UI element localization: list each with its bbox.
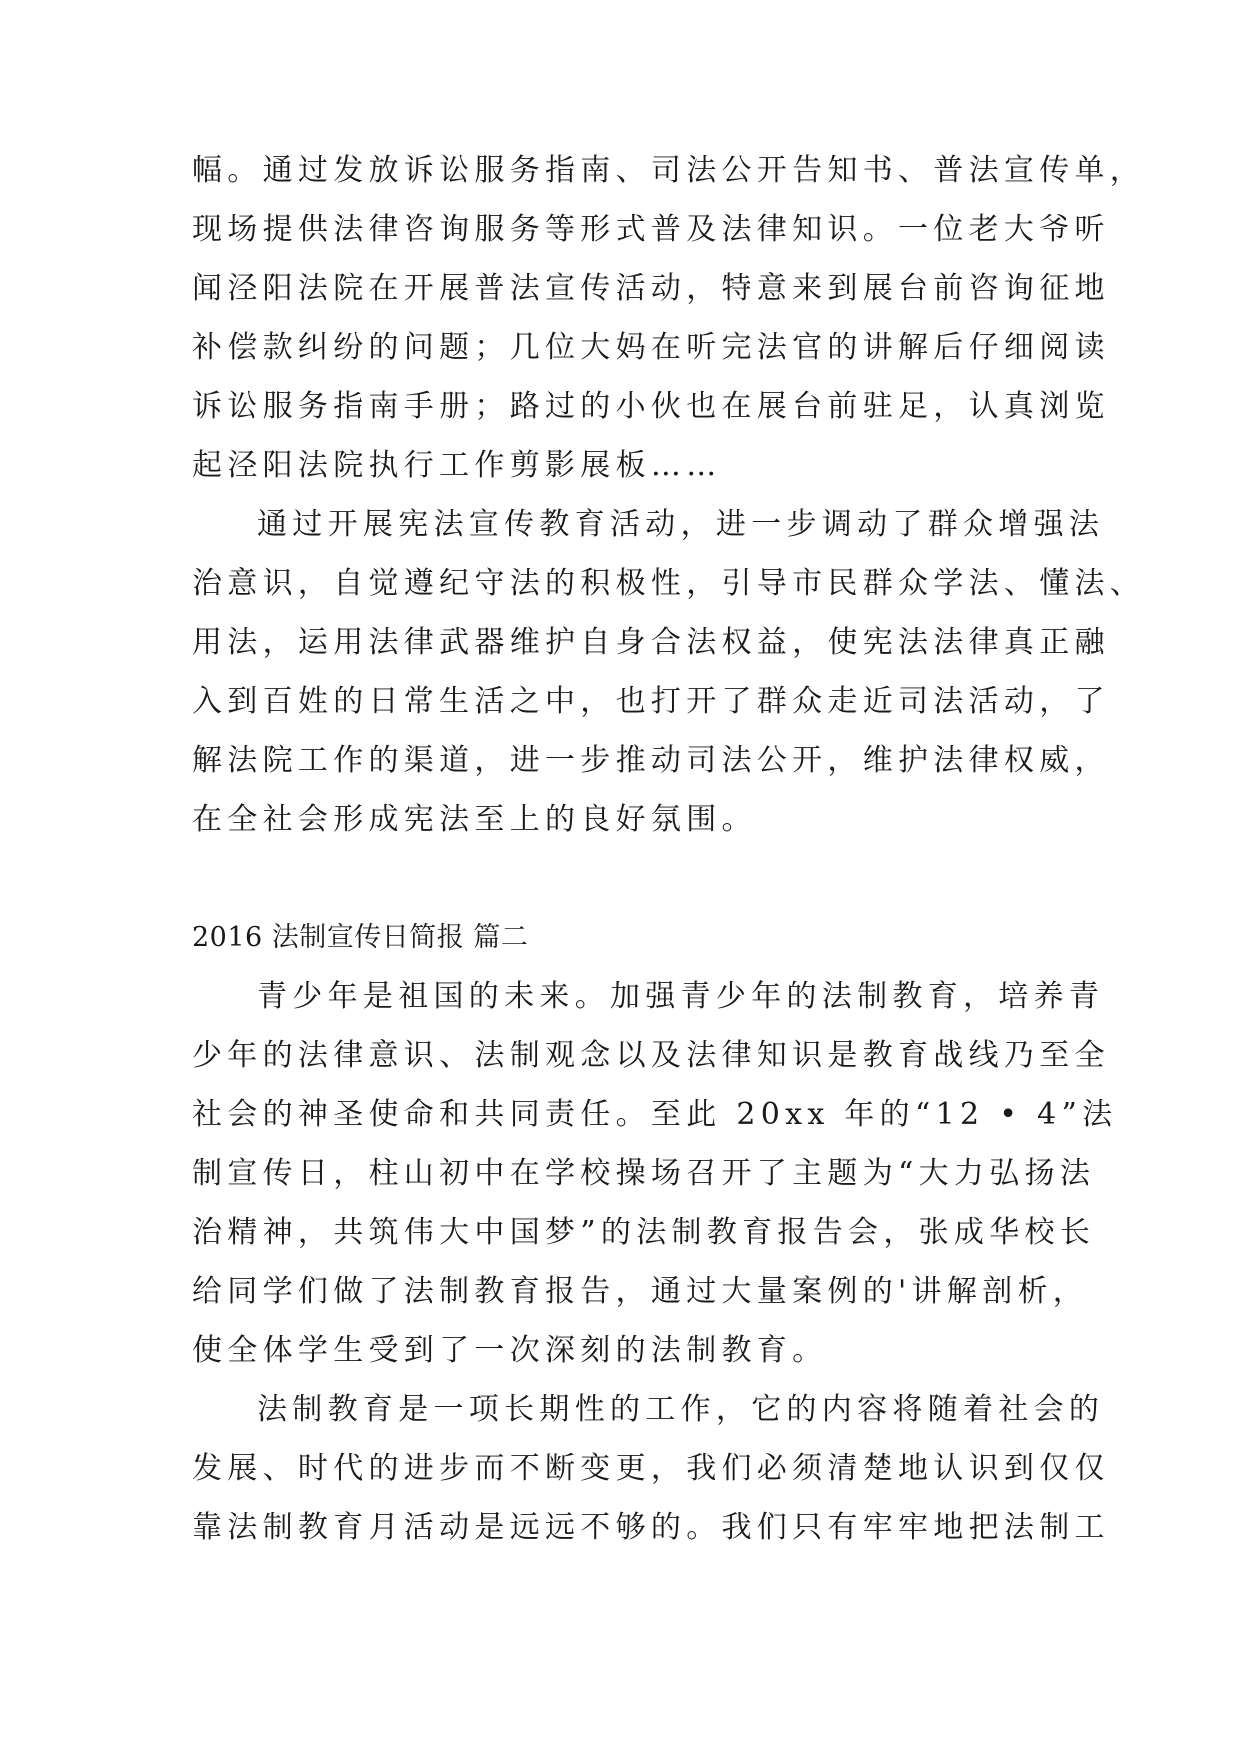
text-line: 靠法制教育月活动是远远不够的。我们只有牢牢地把法制工 (192, 1510, 1110, 1545)
section-heading: 2016 法制宣传日简报 篇二 (192, 922, 529, 953)
text-line: 通过开展宪法宣传教育活动，进一步调动了群众增强法 (257, 507, 1105, 542)
text-line: 诉讼服务指南手册；路过的小伙也在展台前驻足，认真浏览 (192, 389, 1110, 424)
text-line: 在全社会形成宪法至上的良好氛围。 (192, 802, 757, 837)
text-line: 发展、时代的进步而不断变更，我们必须清楚地认识到仅仅 (192, 1451, 1110, 1486)
text-line: 给同学们做了法制教育报告，通过大量案例的'讲解剖析， (192, 1274, 1089, 1309)
text-line: 起泾阳法院执行工作剪影展板…… (192, 448, 722, 483)
text-line: 制宣传日，柱山初中在学校操场召开了主题为“大力弘扬法 (192, 1156, 1096, 1191)
text-line: 入到百姓的日常生活之中，也打开了群众走近司法活动，了 (192, 684, 1110, 719)
text-line: 解法院工作的渠道，进一步推动司法公开，维护法律权威， (192, 743, 1110, 778)
text-line: 闻泾阳法院在开展普法宣传活动，特意来到展台前咨询征地 (192, 271, 1110, 306)
text-line: 现场提供法律咨询服务等形式普及法律知识。一位老大爷听 (192, 212, 1110, 247)
text-line: 社会的神圣使命和共同责任。至此 20xx 年的“12 • 4”法 (192, 1097, 1118, 1132)
text-line: 使全体学生受到了一次深刻的法制教育。 (192, 1333, 828, 1368)
text-line: 法制教育是一项长期性的工作，它的内容将随着社会的 (257, 1392, 1105, 1427)
text-line: 少年的法律意识、法制观念以及法律知识是教育战线乃至全 (192, 1038, 1110, 1073)
text-line: 治精神，共筑伟大中国梦”的法制教育报告会，张成华校长 (192, 1215, 1096, 1250)
text-line: 用法，运用法律武器维护自身合法权益，使宪法法律真正融 (192, 625, 1110, 660)
text-line: 补偿款纠纷的问题；几位大妈在听完法官的讲解后仔细阅读 (192, 330, 1110, 365)
text-line: 青少年是祖国的未来。加强青少年的法制教育，培养青 (257, 979, 1105, 1014)
text-line: 治意识，自觉遵纪守法的积极性，引导市民群众学法、懂法、 (192, 566, 1146, 601)
text-line: 幅。通过发放诉讼服务指南、司法公开告知书、普法宣传单， (192, 153, 1146, 188)
